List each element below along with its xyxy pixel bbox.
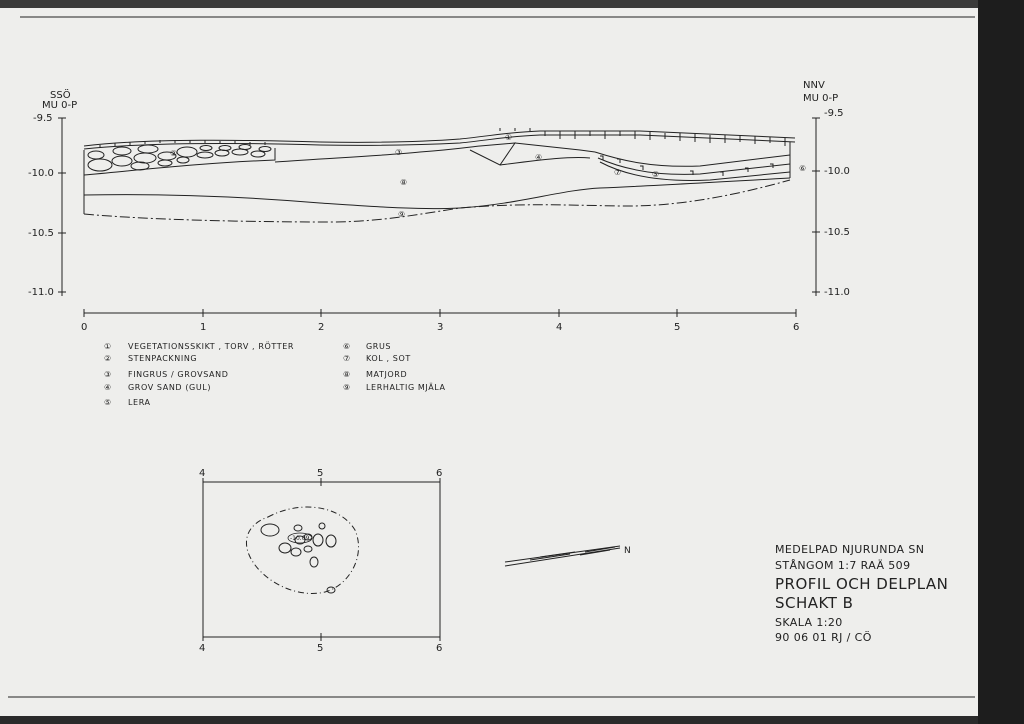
plan-tick-label: 4 <box>199 468 206 479</box>
title-block <box>775 543 948 644</box>
plan-frame <box>203 478 440 641</box>
right-tick-label: -9.5 <box>824 108 844 119</box>
legend-text: MATJORD <box>366 370 408 379</box>
profile-layer-label: ⑦ <box>614 168 622 177</box>
left-tick-label: -9.5 <box>33 113 53 124</box>
legend-num: ① <box>104 342 112 351</box>
profile-layer-label: ⑧ <box>400 178 408 187</box>
title-line-6: 90 06 01 RJ / CÖ <box>775 631 872 644</box>
profile-layer-label: ⑨ <box>398 210 406 219</box>
legend-num: ⑧ <box>343 370 351 379</box>
profile-layer-label: ② <box>170 149 178 158</box>
right-datum: MU 0-P <box>803 93 839 104</box>
plan-level-label: -10.09 <box>290 535 310 542</box>
x-tick-label: 4 <box>556 322 563 333</box>
legend-num: ③ <box>104 370 112 379</box>
x-tick-label: 2 <box>318 322 325 333</box>
left-direction: SSÖ <box>50 90 71 101</box>
right-tick-label: -11.0 <box>824 287 850 298</box>
x-tick-label: 1 <box>200 322 207 333</box>
left-tick-label: -10.5 <box>28 228 54 239</box>
legend-text: KOL , SOT <box>366 354 411 363</box>
legend-num: ⑨ <box>343 383 351 392</box>
x-tick-label: 0 <box>81 322 88 333</box>
north-arrow <box>505 546 620 566</box>
plan-feature <box>246 507 358 593</box>
profile-layer-label: ③ <box>395 148 403 157</box>
right-tick-label: -10.0 <box>824 166 850 177</box>
plan-tick-label: 6 <box>436 468 443 479</box>
legend-num: ② <box>104 354 112 363</box>
stone-packing <box>88 145 271 172</box>
left-tick-label: -11.0 <box>28 287 54 298</box>
plan-tick-label: 4 <box>199 643 206 654</box>
title-line-1: MEDELPAD NJURUNDA SN <box>775 543 925 556</box>
legend-text: STENPACKNING <box>128 354 198 363</box>
x-tick-label: 3 <box>437 322 444 333</box>
plan-tick-label: 6 <box>436 643 443 654</box>
profile-section <box>84 128 795 222</box>
legend-num: ⑦ <box>343 354 351 363</box>
left-datum: MU 0-P <box>42 100 78 111</box>
title-line-3: PROFIL OCH DELPLAN <box>775 575 949 593</box>
plan-tick-label: 5 <box>317 468 324 479</box>
profile-layer-label: ⑥ <box>799 164 807 173</box>
profile-layer-label: ⑤ <box>652 170 660 179</box>
legend-text: LERHALTIG MJÄLA <box>366 383 446 392</box>
legend-text: VEGETATIONSSKIKT , TORV , RÖTTER <box>128 342 295 351</box>
right-tick-label: -10.5 <box>824 227 850 238</box>
profile-layer-label: ① <box>505 133 513 142</box>
plan-tick-label: 5 <box>317 643 324 654</box>
legend-text: FINGRUS / GROVSAND <box>128 370 229 379</box>
legend <box>104 341 446 407</box>
x-tick-label: 6 <box>793 322 800 333</box>
title-line-4: SCHAKT B <box>775 594 854 612</box>
legend-text: GROV SAND (GUL) <box>128 383 212 392</box>
right-direction: NNV <box>803 80 825 91</box>
title-line-2: STÅNGOM 1:7 RAÄ 509 <box>775 559 911 572</box>
north-label: N <box>624 546 631 556</box>
legend-num: ⑥ <box>343 342 351 351</box>
left-tick-label: -10.0 <box>28 168 54 179</box>
legend-text: LERA <box>128 398 151 407</box>
legend-text: GRUS <box>366 342 392 351</box>
legend-num: ⑤ <box>104 398 112 407</box>
profile-layer-label: ④ <box>535 153 543 162</box>
x-tick-label: 5 <box>674 322 681 333</box>
legend-num: ④ <box>104 383 112 392</box>
title-line-5: SKALA 1:20 <box>775 616 843 629</box>
